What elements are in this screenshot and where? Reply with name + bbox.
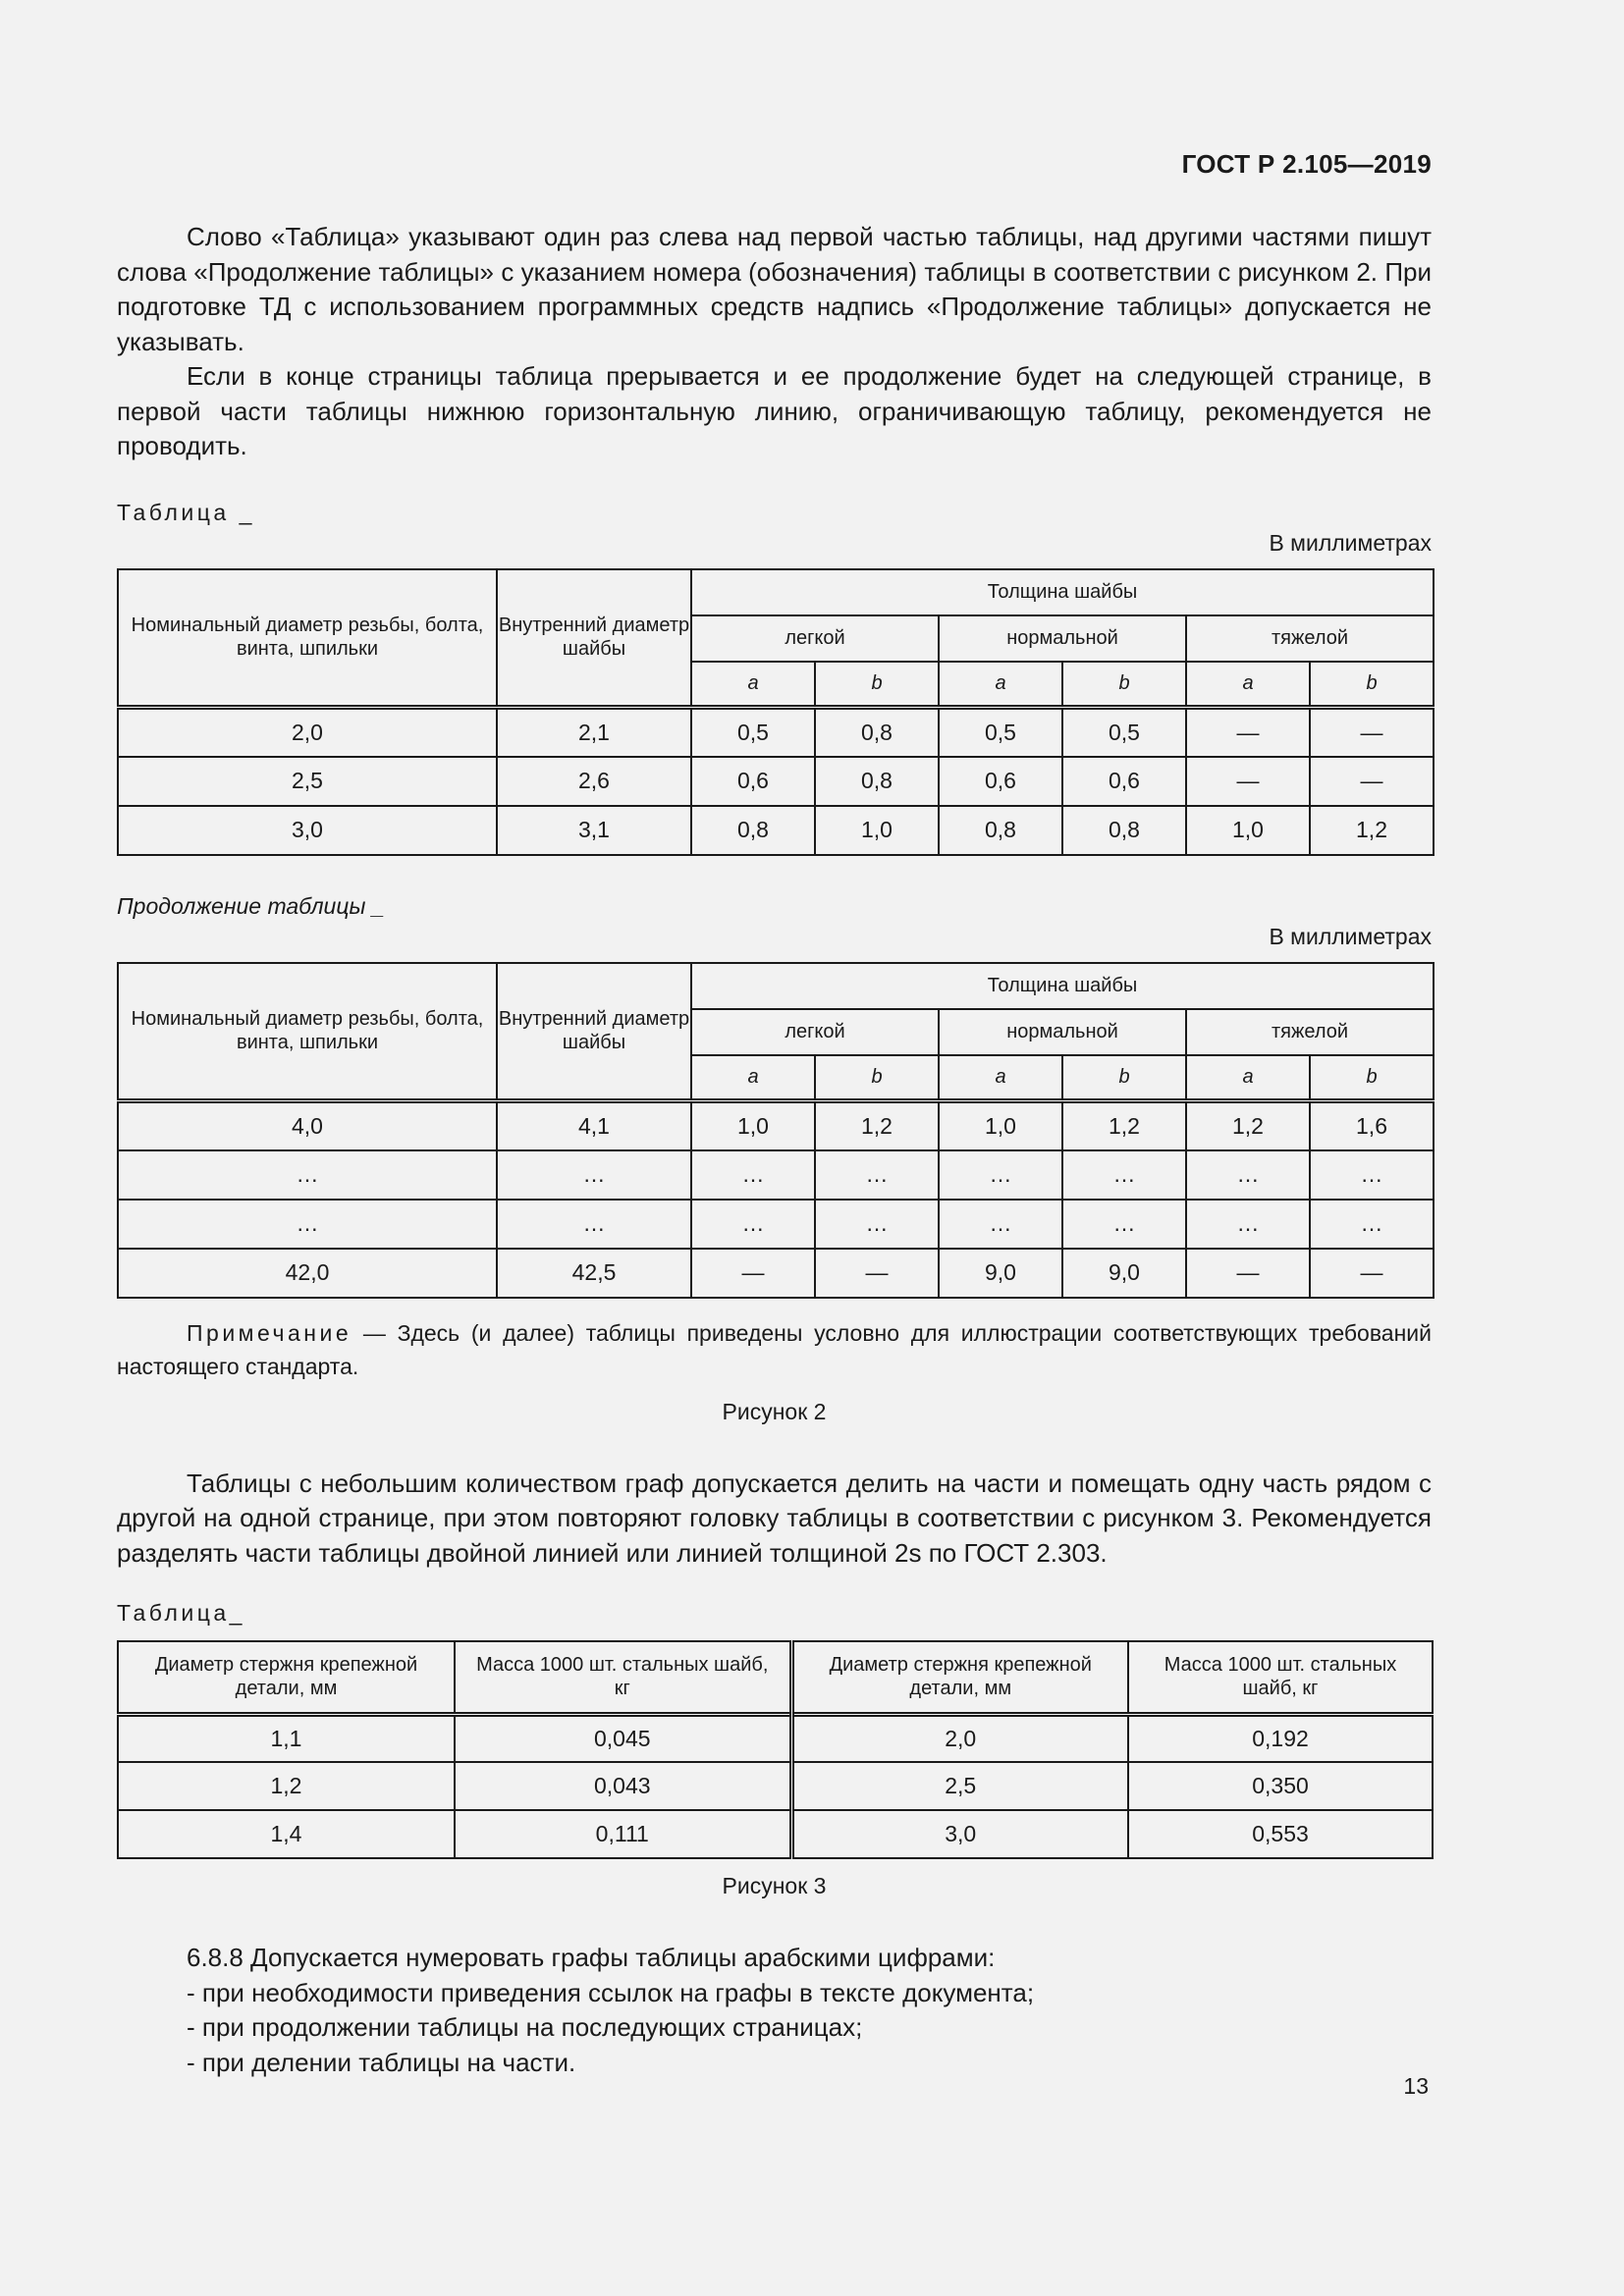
table-cell: 2,1: [497, 708, 691, 757]
table-row: [118, 1150, 1434, 1200]
table-cell: 0,111: [455, 1810, 791, 1858]
table-cell: 0,5: [939, 708, 1062, 757]
table1-header-a: a: [939, 662, 1062, 708]
table2-units: В миллиметрах: [1269, 923, 1432, 949]
table1-header-a: a: [1186, 662, 1310, 708]
list-item: - при необходимости приведения ссылок на графы в тексте документа;: [187, 1977, 1035, 2007]
table-cell: —: [1186, 757, 1310, 806]
table-cell: 2,5: [791, 1762, 1128, 1810]
table-cell: 0,8: [939, 806, 1062, 855]
table-row: [118, 806, 1434, 855]
table-cell: 1,2: [118, 1762, 455, 1810]
table-cell: …: [1186, 1150, 1310, 1200]
clause-6-8-8-intro: 6.8.8 Допускается нумеровать графы таблицы арабскими цифрами:: [187, 1943, 996, 1972]
table-row: [118, 1714, 1433, 1762]
table-cell: 0,045: [455, 1714, 791, 1762]
table-cell: 0,8: [815, 708, 939, 757]
table2-header-washer-thickness: Толщина шайбы: [691, 963, 1434, 1009]
table1-header-nominal-diameter: Номинальный диаметр резьбы, болта, винта, шпильки: [118, 569, 497, 708]
table-row: [118, 1762, 1433, 1810]
table-row: [118, 1101, 1434, 1150]
table-cell: 1,2: [1310, 806, 1434, 855]
paragraph-table-split-rule: Таблицы с небольшим количеством граф допускается делить на части и помещать одну часть рядом с другой на одной странице, при этом повторяют головку таблицы в соответствии с рисунком 3. Рекомендуется разделять части таблицы двойной линией или линией толщиной 2s по ГОСТ 2.303.: [117, 1468, 1432, 1568]
table-cell: 1,1: [118, 1714, 455, 1762]
table-cell: …: [1310, 1150, 1434, 1200]
table-cell: 0,6: [691, 757, 815, 806]
table2-header-normal: нормальной: [939, 1009, 1186, 1055]
table-cell: …: [1062, 1200, 1186, 1249]
table-cell: 0,8: [815, 757, 939, 806]
table1-header-light: легкой: [691, 615, 939, 662]
table-cell: 42,5: [497, 1249, 691, 1298]
table-cell: …: [1310, 1200, 1434, 1249]
table-cell: 3,1: [497, 806, 691, 855]
table2-header-b: b: [815, 1055, 939, 1101]
table-cell: 1,4: [118, 1810, 455, 1858]
table-cell: …: [118, 1200, 497, 1249]
table-cell: —: [1310, 757, 1434, 806]
table-cell: …: [118, 1150, 497, 1200]
table-cell: 0,553: [1128, 1810, 1433, 1858]
table1-header-b: b: [1062, 662, 1186, 708]
table1-header-inner-diameter: Внутренний диаметр шайбы: [497, 569, 691, 708]
table2-header-nominal-diameter: Номинальный диаметр резьбы, болта, винта, шпильки: [118, 963, 497, 1101]
table3: [117, 1640, 1434, 1859]
figure2-caption: Рисунок 2: [722, 1398, 827, 1424]
table-cell: —: [1310, 1249, 1434, 1298]
table-row: [118, 1249, 1434, 1298]
clause-6-8-8-list: [117, 1976, 1432, 2081]
table2: [117, 962, 1435, 1299]
table-cell: 42,0: [118, 1249, 497, 1298]
table-cell: 3,0: [791, 1810, 1128, 1858]
table1-header-heavy: тяжелой: [1186, 615, 1434, 662]
table2-header-a: a: [1186, 1055, 1310, 1101]
table-cell: 1,0: [939, 1101, 1062, 1150]
table1-units: В миллиметрах: [1269, 529, 1432, 556]
table-cell: 2,5: [118, 757, 497, 806]
table-cell: …: [497, 1150, 691, 1200]
table1-header-normal: нормальной: [939, 615, 1186, 662]
table-cell: 0,043: [455, 1762, 791, 1810]
table-cell: 0,6: [1062, 757, 1186, 806]
table-cell: —: [815, 1249, 939, 1298]
table-cell: —: [1186, 1249, 1310, 1298]
table3-header-washer-mass: Масса 1000 шт. стальных шайб, кг: [1128, 1641, 1433, 1714]
table-cell: 1,2: [1062, 1101, 1186, 1150]
table1-header-washer-thickness: Толщина шайбы: [691, 569, 1434, 615]
table-cell: 9,0: [939, 1249, 1062, 1298]
table-cell: 0,5: [691, 708, 815, 757]
table-cell: 4,1: [497, 1101, 691, 1150]
page-content: [117, 220, 1432, 2080]
list-item: - при делении таблицы на части.: [187, 2047, 576, 2077]
document-code-header: ГОСТ Р 2.105—2019: [1181, 149, 1432, 179]
table-cell: 0,8: [691, 806, 815, 855]
table-cell: …: [815, 1200, 939, 1249]
table2-header-a: a: [691, 1055, 815, 1101]
table3-header-washer-mass: Масса 1000 шт. стальных шайб, кг: [455, 1641, 791, 1714]
table2-header-heavy: тяжелой: [1186, 1009, 1434, 1055]
paragraph-table-break-rule: Если в конце страницы таблица прерывается и ее продолжение будет на следующей странице, в первой части таблицы нижнюю горизонтальную линию, ограничивающую таблицу, рекомендуется не проводить.: [117, 361, 1432, 460]
table-cell: 1,2: [1186, 1101, 1310, 1150]
table1-header-a: a: [691, 662, 815, 708]
table-cell: …: [1186, 1200, 1310, 1249]
table-cell: 4,0: [118, 1101, 497, 1150]
table-row: [118, 1810, 1433, 1858]
table-cell: 0,350: [1128, 1762, 1433, 1810]
table-cell: …: [691, 1150, 815, 1200]
table-cell: 1,0: [815, 806, 939, 855]
table1-header-b: b: [815, 662, 939, 708]
page-number: 13: [1403, 2073, 1429, 2099]
table-cell: …: [939, 1150, 1062, 1200]
table-cell: 0,6: [939, 757, 1062, 806]
table1: [117, 568, 1435, 856]
table-cell: 0,192: [1128, 1714, 1433, 1762]
table1-header-b: b: [1310, 662, 1434, 708]
table3-header-rod-diameter: Диаметр стержня крепежной детали, мм: [791, 1641, 1128, 1714]
table-cell: …: [691, 1200, 815, 1249]
table-row: [118, 708, 1434, 757]
table2-header-b: b: [1310, 1055, 1434, 1101]
table-cell: —: [691, 1249, 815, 1298]
table-cell: —: [1310, 708, 1434, 757]
table-note: [117, 1316, 1432, 1383]
table-cell: 0,5: [1062, 708, 1186, 757]
table-cell: …: [1062, 1150, 1186, 1200]
table-cell: —: [1186, 708, 1310, 757]
table-cell: …: [815, 1150, 939, 1200]
table-row: [118, 1200, 1434, 1249]
list-item: - при продолжении таблицы на последующих страницах;: [187, 2012, 863, 2042]
table-cell: 1,6: [1310, 1101, 1434, 1150]
table2-label: Продолжение таблицы _: [117, 892, 385, 919]
table3-label: Таблица_: [117, 1600, 245, 1626]
table-cell: 0,8: [1062, 806, 1186, 855]
table-cell: …: [497, 1200, 691, 1249]
table-cell: 3,0: [118, 806, 497, 855]
table2-header-inner-diameter: Внутренний диаметр шайбы: [497, 963, 691, 1101]
note-text: — Здесь (и далее) таблицы приведены условно для иллюстрации соответствующих требований настоящего стандарта.: [117, 1319, 1432, 1379]
table1-label: Таблица _: [117, 499, 255, 525]
table2-header-light: легкой: [691, 1009, 939, 1055]
table-cell: 2,6: [497, 757, 691, 806]
table-cell: 9,0: [1062, 1249, 1186, 1298]
table-cell: …: [939, 1200, 1062, 1249]
paragraph-table-continuation-rule: Слово «Таблица» указывают один раз слева над первой частью таблицы, над другими частями пишут слова «Продолжение таблицы» с указанием номера (обозначения) таблицы в соответствии с рисунком 2. При подготовке ТД с использованием программных средств надпись «Продолжение таблицы» допускается не указывать.: [117, 222, 1432, 356]
table3-header-rod-diameter: Диаметр стержня крепежной детали, мм: [118, 1641, 455, 1714]
table2-header-b: b: [1062, 1055, 1186, 1101]
table-cell: 1,0: [691, 1101, 815, 1150]
table2-header-a: a: [939, 1055, 1062, 1101]
table-cell: 1,0: [1186, 806, 1310, 855]
table-cell: 2,0: [118, 708, 497, 757]
table-row: [118, 757, 1434, 806]
note-prefix: Примечание: [187, 1319, 352, 1346]
table-cell: 1,2: [815, 1101, 939, 1150]
figure3-caption: Рисунок 3: [722, 1873, 827, 1898]
table-cell: 2,0: [791, 1714, 1128, 1762]
